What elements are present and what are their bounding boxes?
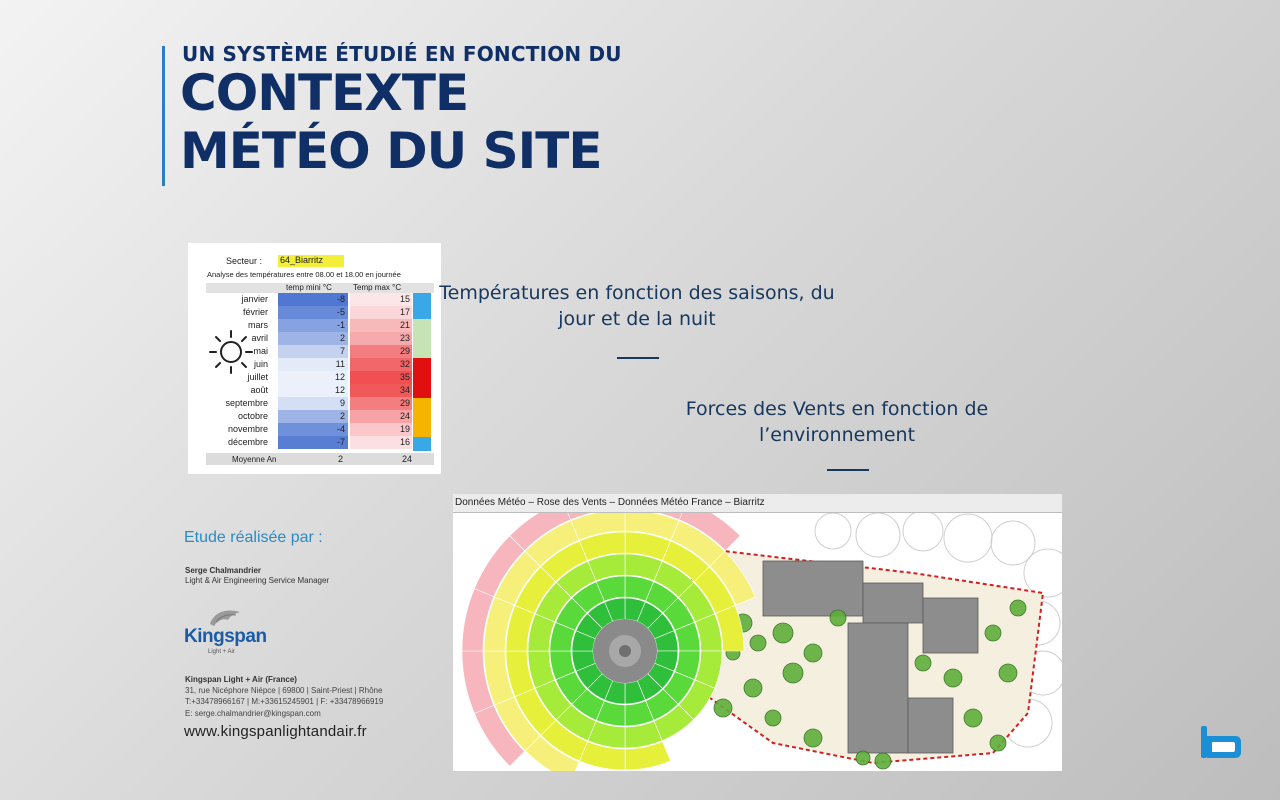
divider-dash-2	[827, 469, 869, 471]
min-temp-value: 9	[339, 398, 345, 408]
min-temp-value: 2	[339, 333, 345, 343]
month-name: avril	[251, 333, 268, 343]
average-row	[206, 453, 434, 465]
table-row	[206, 293, 434, 306]
max-temp-cell	[350, 293, 412, 306]
company-phones: T:+33478966167 | M:+33615245901 | F: +33478966919	[185, 697, 384, 706]
max-temp-cell	[350, 423, 412, 436]
min-temp-cell	[278, 319, 348, 332]
month-name: octobre	[237, 411, 268, 421]
min-temp-value: 11	[335, 359, 345, 369]
month-name: novembre	[227, 424, 268, 434]
company-email[interactable]: E: serge.chalmandrier@kingspan.com	[185, 709, 321, 718]
max-temp-cell	[350, 410, 412, 423]
table-row	[206, 306, 434, 319]
min-temp-cell	[278, 358, 348, 371]
month-name: décembre	[227, 437, 268, 447]
month-name: septembre	[225, 398, 268, 408]
wind-rose-site-plan	[453, 494, 1062, 771]
min-temp-value: -1	[336, 320, 345, 330]
month-name: février	[242, 307, 268, 317]
company-name: Kingspan Light + Air (France)	[185, 675, 297, 684]
min-temp-value: 12	[334, 372, 345, 382]
temperature-table	[188, 243, 441, 474]
min-temp-cell	[278, 345, 348, 358]
max-temp-value: 17	[399, 307, 410, 317]
min-temp-cell	[278, 306, 348, 319]
season-winter-bar	[413, 293, 431, 319]
author-name: Serge Chalmandrier	[185, 566, 262, 575]
min-temp-value: -4	[336, 424, 345, 434]
analysis-note: Analyse des températures entre 08.00 et 18.00 en journée	[207, 270, 401, 279]
max-temp-cell	[350, 319, 412, 332]
divider-dash-1	[617, 357, 659, 359]
title-accent-bar	[162, 46, 165, 186]
lion-emblem-icon	[206, 606, 246, 628]
max-temp-value: 24	[399, 411, 410, 421]
min-temp-cell	[278, 436, 348, 449]
min-temp-cell	[278, 332, 348, 345]
column-header-min: temp mini °C	[286, 283, 332, 292]
max-temp-cell	[350, 371, 412, 384]
season-summer-bar	[413, 358, 431, 398]
company-address: 31, rue Nicéphore Niépce | 69800 | Saint-Priest | Rhône	[185, 686, 383, 695]
column-header-max: Temp max °C	[353, 283, 402, 292]
min-temp-value: 7	[339, 346, 345, 356]
max-temp-value: 29	[399, 346, 410, 356]
table-row	[206, 345, 434, 358]
author-role: Light & Air Engineering Service Manager	[185, 576, 330, 585]
logo-wordmark: Kingspan	[184, 626, 267, 647]
title-line-1: UN SYSTÈME ÉTUDIÉ EN FONCTION DU	[182, 42, 622, 66]
kingspan-logo	[184, 606, 274, 660]
sector-value: 64_Biarritz	[278, 255, 344, 267]
min-temp-cell	[278, 423, 348, 436]
month-name: juillet	[247, 372, 268, 382]
month-name: janvier	[241, 294, 268, 304]
min-temp-value: 12	[334, 385, 345, 395]
max-temp-value: 21	[399, 320, 410, 330]
min-temp-cell	[278, 397, 348, 410]
max-temp-cell	[350, 384, 412, 397]
max-temp-value: 19	[399, 424, 410, 434]
max-temp-cell	[350, 345, 412, 358]
table-row	[206, 423, 434, 436]
min-temp-value: 2	[339, 411, 345, 421]
max-temp-value: 35	[399, 372, 410, 382]
title-line-2: CONTEXTE	[180, 64, 469, 122]
table-row	[206, 397, 434, 410]
winds-feature-text: Forces des Vents en fonction de l’environnement	[685, 398, 989, 446]
table-row	[206, 371, 434, 384]
table-row	[206, 436, 434, 449]
min-temp-value: -7	[336, 437, 345, 447]
map-header	[453, 494, 1062, 513]
month-name: juin	[253, 359, 268, 369]
max-temp-cell	[350, 436, 412, 449]
min-temp-cell	[278, 293, 348, 306]
table-row	[206, 332, 434, 345]
average-min: 2	[338, 454, 344, 464]
season-spring-bar	[413, 319, 431, 358]
min-temp-value: -5	[336, 307, 345, 317]
table-row	[206, 384, 434, 397]
max-temp-value: 32	[399, 359, 410, 369]
table-row	[206, 410, 434, 423]
study-by-heading: Etude réalisée par :	[184, 529, 323, 546]
average-label: Moyenne An	[232, 455, 277, 464]
min-temp-cell	[278, 410, 348, 423]
season-winter-bar-end	[413, 437, 431, 451]
sector-label: Secteur :	[226, 256, 263, 266]
max-temp-cell	[350, 306, 412, 319]
brand-corner-logo-icon	[1199, 722, 1243, 760]
table-row	[206, 358, 434, 371]
title-line-3: MÉTÉO DU SITE	[180, 122, 602, 180]
max-temp-value: 34	[399, 385, 410, 395]
min-temp-cell	[278, 371, 348, 384]
max-temp-cell	[350, 358, 412, 371]
map-header-text: Données Météo – Rose des Vents – Données Météo France – Biarritz	[455, 497, 765, 508]
wind-rose-map-image	[453, 513, 1062, 771]
season-autumn-bar	[413, 398, 431, 437]
max-temp-value: 23	[399, 333, 410, 343]
min-temp-value: -8	[336, 294, 345, 304]
max-temp-cell	[350, 397, 412, 410]
max-temp-value: 15	[399, 294, 410, 304]
month-name: mars	[248, 320, 268, 330]
max-temp-cell	[350, 332, 412, 345]
temperatures-feature-text: Températures en fonction des saisons, du jour et de la nuit	[439, 282, 835, 330]
table-row	[206, 319, 434, 332]
max-temp-value: 29	[399, 398, 410, 408]
max-temp-value: 16	[399, 437, 410, 447]
min-temp-cell	[278, 384, 348, 397]
month-name: août	[250, 385, 268, 395]
average-max: 24	[402, 454, 413, 464]
month-name: mai	[253, 346, 268, 356]
website-link[interactable]: www.kingspanlightandair.fr	[184, 723, 367, 740]
logo-subtitle: Light + Air	[208, 649, 235, 655]
